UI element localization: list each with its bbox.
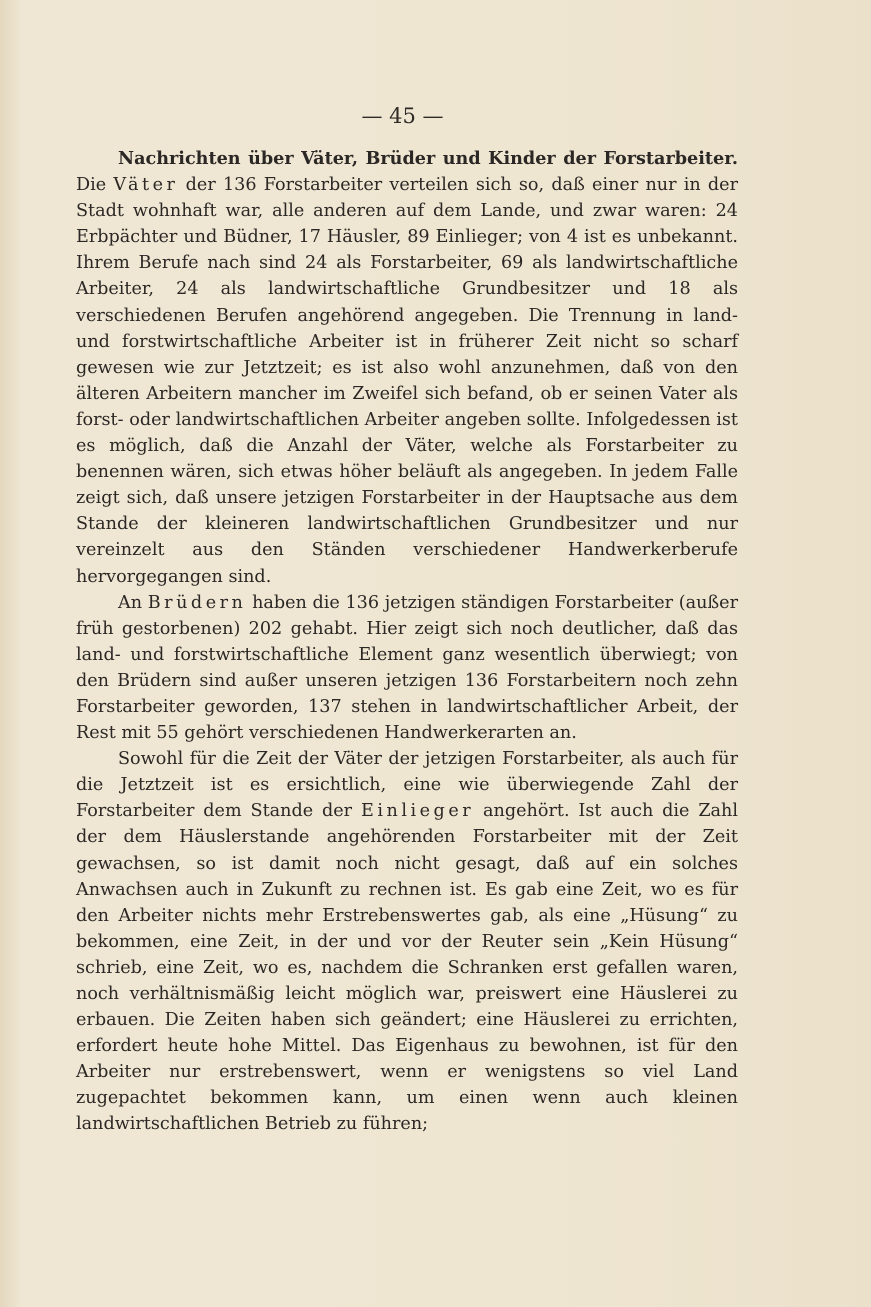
spaced-emphasis: Einlieger (360, 801, 475, 822)
body-text (76, 146, 738, 1138)
spaced-emphasis: Väter (113, 175, 179, 196)
section-heading: Nachrichten über Väter, Brüder und Kinder der Forstarbeiter. (118, 148, 738, 169)
paragraph-text: An (118, 592, 148, 613)
paragraph-einlieger (76, 746, 738, 1137)
page-number: — 45 — (361, 104, 444, 128)
paragraph-text: haben die 136 jetzigen ständigen Forstarbeiter (außer früh gestorbenen) 202 gehabt. Hier zeigt sich noch deutlicher, daß das land- und forstwirtschaftliche Element ganz wesentlich überwiegt; von den Brüdern sind außer unseren jetzigen 136 Forstarbeitern noch zehn Forstarbeiter geworden, 137 stehen in landwirtschaftlicher Arbeit, der Rest mit 55 gehört verschiedenen Handwerkerarten an. (76, 592, 738, 744)
paragraph-fathers (76, 146, 738, 590)
paragraph-text: angehört. Ist auch die Zahl der dem Häuslerstande angehörenden Forstarbeiter mit der Zeit gewachsen, so ist damit noch nicht gesagt, daß auf ein solches Anwachsen auch in Zukunft zu rechnen ist. Es gab eine Zeit, wo es für den Arbeiter nichts mehr Erstrebenswertes gab, als eine „Hüsung“ zu bekommen, eine Zeit, in der und vor der Reuter sein „Kein Hüsung“ schrieb, eine Zeit, wo es, nachdem die Schranken erst gefallen waren, noch verhältnismäßig leicht möglich war, preiswert eine Häuslerei zu erbauen. Die Zeiten haben sich geändert; eine Häuslerei zu errichten, erfordert heute hohe Mittel. Das Eigenhaus zu bewohnen, ist für den Arbeiter nur erstrebenswert, wenn er wenigstens so viel Land zugepachtet bekommen kann, um einen wenn auch kleinen landwirtschaftlichen Betrieb zu führen; (76, 801, 739, 1135)
spaced-emphasis: Brüdern (147, 592, 247, 613)
paragraph-text: Die (76, 175, 114, 196)
paragraph-brothers (76, 590, 738, 747)
paragraph-text: Sowohl für die Zeit der Väter der jetzigen Forstarbeiter, als auch für die Jetztzeit ist es ersichtlich, eine wie überwiegende Zahl der Forstarbeiter dem Stande der (76, 749, 738, 822)
paragraph-text: der 136 Forstarbeiter verteilen sich so, daß einer nur in der Stadt wohnhaft war, alle anderen auf dem Lande, und zwar waren: 24 Erbpächter und Büdner, 17 Häusler, 89 Einlieger; von 4 ist es unbekannt. Ihrem Berufe nach sind 24 als Forstarbeiter, 69 als landwirtschaftliche Arbeiter, 24 als landwirtschaftliche Grundbesitzer und 18 als verschiedenen Berufen angehörend angegeben. Die Trennung in land- und forstwirtschaftliche Arbeiter ist in früherer Zeit nicht so scharf gewesen wie zur Jetztzeit; es ist also wohl anzunehmen, daß von den älteren Arbeitern mancher im Zweifel sich befand, ob er seinen Vater als forst- oder landwirtschaftlichen Arbeiter angeben sollte. Infolgedessen ist es möglich, daß die Anzahl der Väter, welche als Forstarbeiter zu benennen wären, sich etwas höher beläuft als angegeben. In jedem Falle zeigt sich, daß unsere jetzigen Forstarbeiter in der Hauptsache aus dem Stande der kleineren landwirtschaftlichen Grundbesitzer und nur vereinzelt aus den Ständen verschiedener Handwerkerberufe hervorgegangen sind. (76, 175, 738, 587)
